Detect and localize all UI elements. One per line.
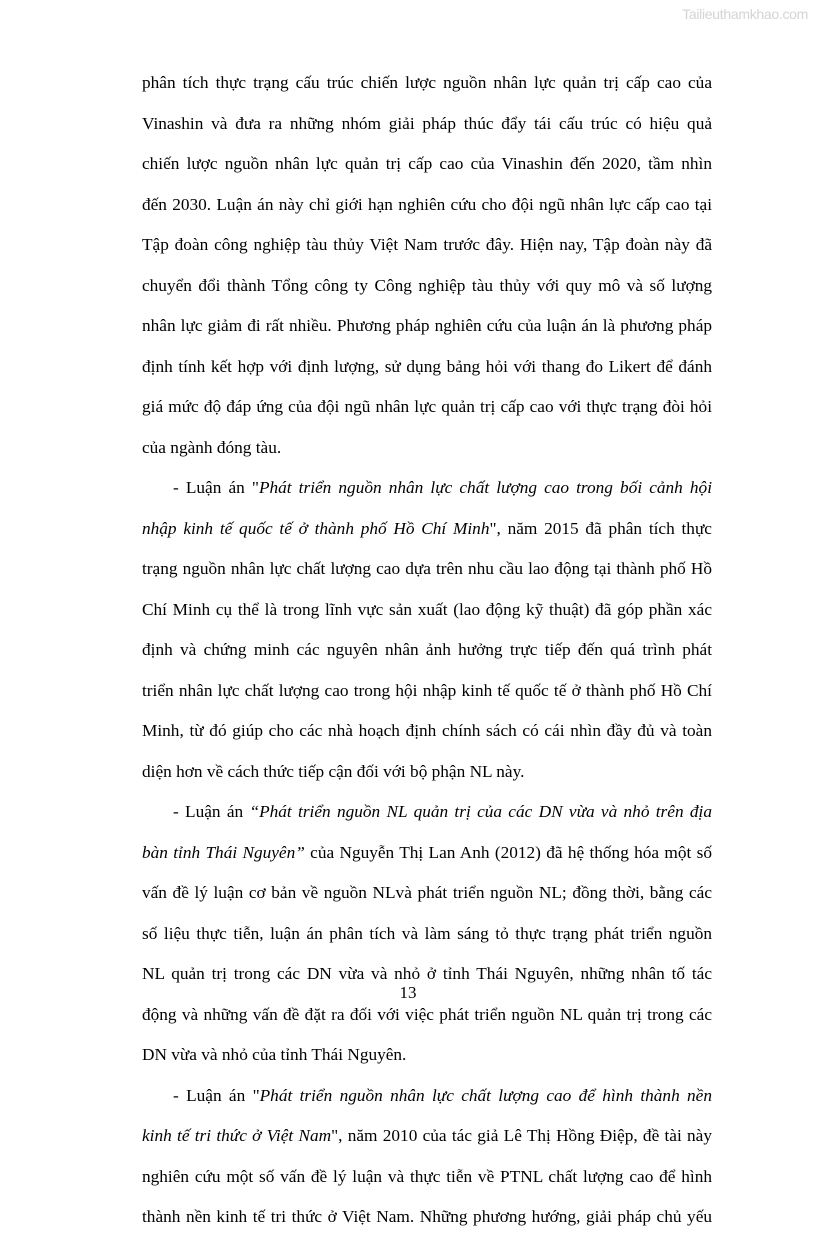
text-line xyxy=(142,914,712,955)
text-segment: thành nền kinh tế tri thức ở Việt Nam. Những phương hướng, giải pháp chủ yếu xyxy=(142,1207,712,1226)
text-line xyxy=(142,1116,712,1157)
text-segment: giá mức độ đáp ứng của đội ngũ nhân lực quản trị cấp cao với thực trạng đòi hỏi xyxy=(142,397,712,416)
text-line xyxy=(142,468,712,509)
text-line xyxy=(142,1197,712,1238)
text-line xyxy=(142,347,712,388)
text-line xyxy=(142,630,712,671)
text-segment: Chí Minh cụ thể là trong lĩnh vực sản xuất (lao động kỹ thuật) đã góp phần xác xyxy=(142,599,712,619)
text-line xyxy=(142,1035,712,1076)
text-line xyxy=(142,428,712,469)
text-segment: ", năm 2015 đã phân tích thực xyxy=(489,518,712,538)
text-segment: của Nguyễn Thị Lan Anh (2012) đã hệ thống hóa một số xyxy=(304,842,712,862)
text-segment: đến 2030. Luận án này chỉ giới hạn nghiên cứu cho đội ngũ nhân lực cấp cao tại xyxy=(142,194,712,214)
text-line xyxy=(142,792,712,833)
text-segment: Tập đoàn công nghiệp tàu thủy Việt Nam trước đây. Hiện nay, Tập đoàn này đã xyxy=(142,235,712,254)
text-segment: định và chứng minh các nguyên nhân ảnh hưởng trực tiếp đến quá trình phát xyxy=(142,640,712,659)
paragraph xyxy=(142,792,712,1076)
italic-title-segment: Phát triển nguồn nhân lực chất lượng cao trong bối cảnh hội xyxy=(258,478,712,497)
text-line xyxy=(142,590,712,631)
text-segment: nghiên cứu một số vấn đề lý luận và thực tiễn về PTNL chất lượng cao để hình xyxy=(142,1166,712,1186)
text-line xyxy=(142,63,712,104)
text-line xyxy=(142,873,712,914)
text-line xyxy=(142,104,712,145)
text-segment: chiến lược nguồn nhân lực quản trị cấp cao của Vinashin đến 2020, tầm nhìn xyxy=(142,154,712,173)
text-line xyxy=(142,1157,712,1198)
italic-title-segment: nhập kinh tế quốc tế ở thành phố Hồ Chí Minh xyxy=(142,518,490,538)
text-segment: DN vừa và nhỏ của tỉnh Thái Nguyên. xyxy=(142,1045,407,1064)
text-segment: trạng nguồn nhân lực chất lượng cao dựa trên nhu cầu lao động tại thành phố Hồ xyxy=(142,559,712,578)
text-segment: định tính kết hợp với định lượng, sử dụng bảng hỏi với thang đo Likert để đánh xyxy=(142,356,712,376)
page-number: 13 xyxy=(399,983,417,1002)
text-line xyxy=(142,671,712,712)
paragraph xyxy=(142,63,712,468)
paragraph xyxy=(142,1076,712,1238)
italic-title-segment: bàn tỉnh Thái Nguyên” xyxy=(142,842,305,862)
text-segment: - Luận án " xyxy=(173,1085,260,1105)
text-segment: số liệu thực tiễn, luận án phân tích và làm sáng tỏ thực trạng phát triển nguồn xyxy=(142,923,712,943)
text-line xyxy=(142,306,712,347)
text-segment: diện hơn về cách thức tiếp cận đối với bộ phận NL này. xyxy=(142,761,525,781)
text-line xyxy=(142,144,712,185)
italic-title-segment: Phát triển nguồn nhân lực chất lượng cao để hình thành nền xyxy=(259,1085,712,1105)
text-segment: vấn đề lý luận cơ bản về nguồn NLvà phát triển nguồn NL; đồng thời, bằng các xyxy=(142,883,712,902)
text-line xyxy=(142,752,712,793)
text-segment: phân tích thực trạng cấu trúc chiến lược nguồn nhân lực quản trị cấp cao của xyxy=(142,73,712,92)
italic-title-segment: kinh tế tri thức ở Việt Nam xyxy=(142,1126,332,1145)
watermark-text: Tailieuthamkhao.com xyxy=(682,6,808,22)
text-line xyxy=(142,225,712,266)
text-segment: - Luận án " xyxy=(173,478,259,497)
italic-title-segment: “Phát triển nguồn NL quản trị của các DN vừa và nhỏ trên địa xyxy=(249,802,712,821)
text-segment: Vinashin và đưa ra những nhóm giải pháp thúc đẩy tái cấu trúc có hiệu quả xyxy=(142,113,712,133)
text-line xyxy=(142,387,712,428)
document-body xyxy=(142,63,712,1238)
text-line xyxy=(142,549,712,590)
text-segment: của ngành đóng tàu. xyxy=(142,437,282,457)
paragraph xyxy=(142,468,712,792)
text-segment: nhân lực giảm đi rất nhiều. Phương pháp nghiên cứu của luận án là phương pháp xyxy=(142,316,712,335)
text-segment: ", năm 2010 của tác giả Lê Thị Hồng Điệp, đề tài này xyxy=(331,1126,712,1145)
text-line xyxy=(142,185,712,226)
text-segment: Minh, từ đó giúp cho các nhà hoạch định chính sách có cái nhìn đầy đủ và toàn xyxy=(142,721,712,740)
text-line xyxy=(142,509,712,550)
text-segment: chuyển đổi thành Tổng công ty Công nghiệp tàu thủy với quy mô và số lượng xyxy=(142,275,712,295)
text-line xyxy=(142,711,712,752)
text-line xyxy=(142,1076,712,1117)
text-segment: động và những vấn đề đặt ra đối với việc phát triển nguồn NL quản trị trong các xyxy=(142,1004,712,1024)
text-line xyxy=(142,833,712,874)
text-segment: NL quản trị trong các DN vừa và nhỏ ở tỉnh Thái Nguyên, những nhân tố tác xyxy=(142,964,712,983)
text-segment: triển nhân lực chất lượng cao trong hội nhập kinh tế quốc tế ở thành phố Hồ Chí xyxy=(142,680,712,700)
text-line xyxy=(142,266,712,307)
text-segment: - Luận án xyxy=(173,802,250,821)
